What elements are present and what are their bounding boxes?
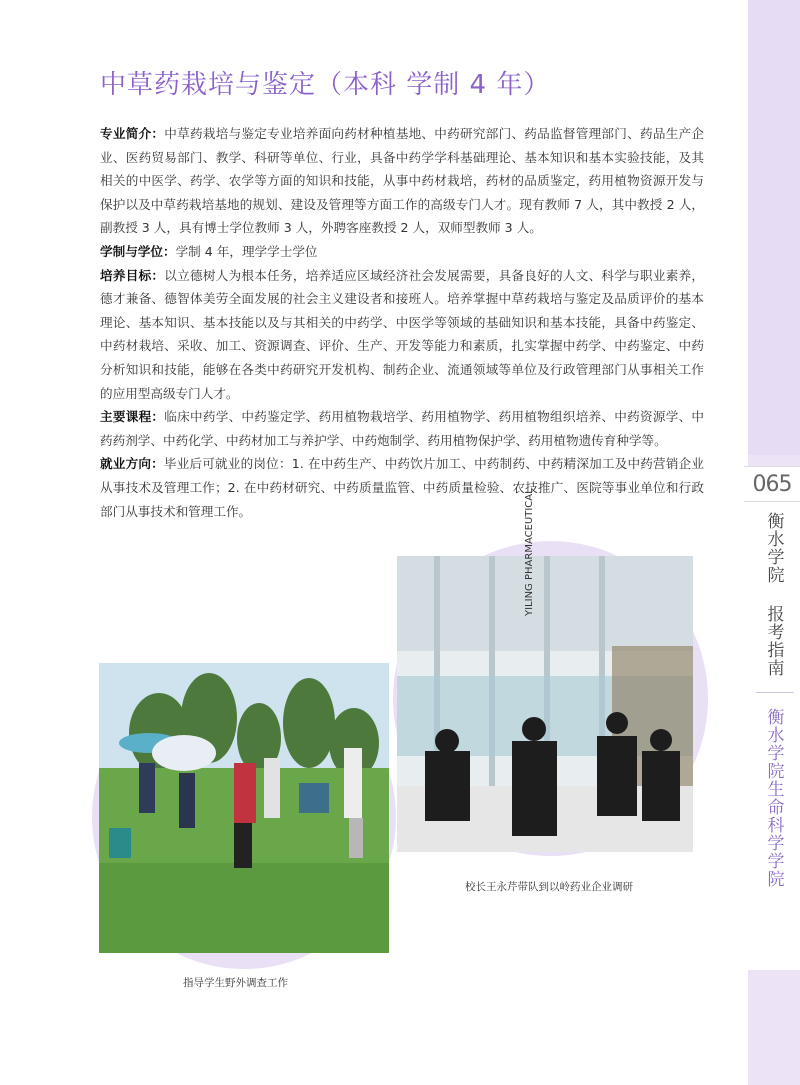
- section-courses: [100, 405, 704, 452]
- program-description: [100, 122, 704, 523]
- building-sign: YILING PHARMACEUTICAL: [524, 488, 535, 616]
- section-label: 主要课程：: [100, 409, 165, 425]
- side-bar-top: [748, 0, 800, 455]
- side-college-label: 衡水学院生命科学学院: [763, 708, 784, 888]
- section-degree: [100, 240, 704, 264]
- field-survey-illustration: [99, 663, 389, 953]
- side-divider: [756, 692, 794, 693]
- left-photo-caption: 指导学生野外调查工作: [183, 977, 288, 989]
- section-careers: [100, 452, 704, 523]
- section-text: 以立德树人为根本任务，培养适应区域经济社会发展需要，具备良好的人文、科学与职业素养，德才兼备、德智体美劳全面发展的社会主义建设者和接班人。培养掌握中草药栽培与鉴定及品质评价的基本理论、基本知识、基本技能以及与其相关的中药学、中医学等领域的基础知识和基本技能，具备中药鉴定、中药材栽培、采收、加工、资源调查、评价、生产、开发等能力和素质，扎实掌握中药学、中药鉴定、中药分析知识和技能，能够在各类中药研究开发机构、制药企业、流通领域等单位及行政管理部门从事相关工作的应用型高级专门人才。: [100, 267, 705, 401]
- section-text: 临床中药学、中药鉴定学、药用植物栽培学、药用植物学、药用植物组织培养、中药资源学、中药药剂学、中药化学、中药材加工与养护学、中药炮制学、药用植物保护学、药用植物遗传育种学等。: [100, 409, 705, 448]
- field-survey-photo: [99, 663, 389, 953]
- section-text: 毕业后可就业的岗位：1. 在中药生产、中药饮片加工、中药制药、中药精深加工及中药营销企业从事技术及管理工作；2. 在中药材研究、中药质量监管、中药质量检验、农技推广、医院等事业单位和行政部门从事技术和管理工作。: [100, 456, 704, 519]
- section-text: 学制 4 年，理学学士学位: [175, 243, 318, 259]
- page-number: 065: [744, 466, 800, 502]
- side-guide-label: 衡水学院 报考指南: [763, 512, 784, 677]
- section-label: 培养目标：: [100, 267, 165, 283]
- section-intro: [100, 122, 704, 240]
- company-visit-illustration: [397, 488, 693, 852]
- section-label: 学制与学位：: [100, 243, 176, 259]
- section-objectives: [100, 264, 704, 406]
- section-label: 就业方向：: [100, 456, 164, 472]
- company-visit-photo: [397, 488, 693, 852]
- page-title: 中草药栽培与鉴定（本科 学制 4 年）: [100, 70, 551, 100]
- section-label: 专业简介：: [100, 126, 165, 141]
- right-photo-caption: 校长王永芹带队到以岭药业企业调研: [465, 881, 633, 893]
- section-text: 中草药栽培与鉴定专业培养面向药材种植基地、中药研究部门、药品监督管理部门、药品生产企业、医药贸易部门、教学、科研等单位、行业，具备中药学学科基础理论、基本知识和基本实验技能，及其相关的中医学、药学、农学等方面的知识和技能，从事中药材栽培，药材的品质鉴定，药用植物资源开发与保护以及中草药栽培基地的规划、建设及管理等方面工作的高级专门人才。现有教师 7 人，其中教授 2 人，副教授 3 人，具有博士学位教师 3 人，外聘客座教授 2 人，双师型教师 3 人。: [100, 126, 705, 236]
